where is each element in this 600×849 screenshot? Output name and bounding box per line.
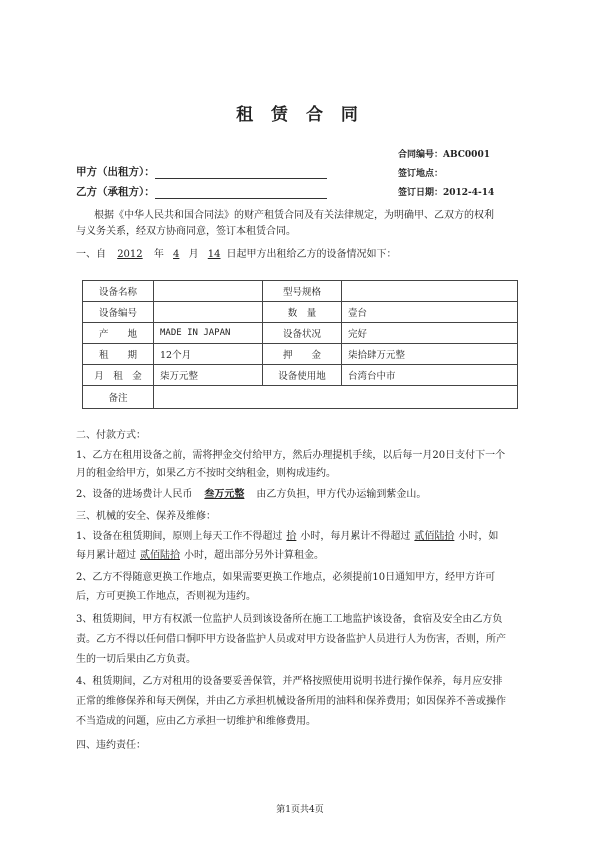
- lessor-blank[interactable]: [155, 167, 327, 179]
- work-limit-text: 1、设备在租赁期间，原则上每天工作不得超过: [76, 531, 283, 542]
- lessee-line: [76, 184, 327, 199]
- table-cell: MADE IN JAPAN: [154, 323, 263, 344]
- section-3-p2-line1: 2、乙方不得随意更换工作地点，如果需要更换工作地点，必须提前10日通知甲方，经甲方许可: [76, 572, 496, 583]
- section-2-p2: [76, 488, 426, 501]
- section-3-p4-line1: 4、租赁期间，乙方对租用的设备要妥善保管，并严格按照使用说明书进行操作保养，每月应安排: [76, 676, 503, 687]
- table-cell: 设备使用地: [263, 365, 342, 386]
- page-title: 租 赁 合 同: [236, 105, 364, 125]
- table-cell: 租 期: [83, 344, 154, 365]
- clause-1-suffix: 日起甲方出租给乙方的设备情况如下：: [226, 249, 397, 260]
- table-row: [83, 344, 518, 365]
- contract-number: 合同编号：ABC0001: [398, 150, 490, 160]
- page-footer: 第1页共4页: [276, 805, 324, 815]
- table-cell: [342, 281, 518, 302]
- clause-1-year: 2012: [117, 249, 143, 260]
- table-cell: 12个月: [154, 344, 263, 365]
- sign-place: 签订地点：: [398, 169, 444, 179]
- table-cell: 完好: [342, 323, 518, 344]
- clause-1-prefix: 一、自: [76, 249, 106, 260]
- table-row: [83, 302, 518, 323]
- section-2-heading: 二、付款方式：: [76, 430, 146, 441]
- table-cell: 柒万元整: [154, 365, 263, 386]
- work-limit-text: 小时，如: [458, 531, 499, 542]
- section-3-p4-line3: 不当造成的问题，应由乙方承担一切维护和维修费用。: [76, 716, 316, 727]
- clause-1-year-unit: 年: [153, 249, 164, 260]
- table-row: [83, 386, 518, 409]
- lessor-label: 甲方（出租方）：: [76, 166, 155, 178]
- table-cell: 设备名称: [83, 281, 154, 302]
- section-2-p1-line1: 1、乙方在租用设备之前，需将押金交付给甲方，然后办理提机手续，以后每一月20日支付下一个: [76, 450, 506, 461]
- section-3-p1-line1: [76, 530, 498, 543]
- section-3-heading: 三、机械的安全、保养及维修：: [76, 511, 216, 522]
- section-3-p2-line2: 后，方可更换工作地点，否则视为违约。: [76, 591, 256, 602]
- section-3-p3-line3: 生的一切后果由乙方负责。: [76, 654, 196, 665]
- table-cell: 押 金: [263, 344, 342, 365]
- clause-1: [76, 248, 397, 261]
- section-3-p3-line2: 责。乙方不得以任何借口恫吓甲方设备监护人员或对甲方设备监护人员进行人为伤害，否则，所产: [76, 634, 506, 645]
- table-row: [83, 323, 518, 344]
- section-3-p1-line2: [76, 549, 324, 562]
- table-cell: 壹台: [342, 302, 518, 323]
- overtime-text: 每月累计超过: [76, 550, 136, 561]
- daily-hours: 拾: [286, 531, 297, 542]
- entry-fee-amount: 叁万元整: [204, 489, 245, 500]
- lessee-blank[interactable]: [155, 187, 327, 199]
- table-cell: 台湾台中市: [342, 365, 518, 386]
- section-2-p1-line2: 月的租金给甲方，如果乙方不按时交纳租金，则构成违约。: [76, 468, 336, 479]
- table-row: [83, 365, 518, 386]
- table-cell: 设备编号: [83, 302, 154, 323]
- section-3-p3-line1: 3、租赁期间，甲方有权派一位监护人员到该设备所在施工工地监护该设备，食宿及安全由乙方负: [76, 614, 503, 625]
- clause-1-month: 4: [173, 249, 180, 260]
- section-4-heading: 四、违约责任：: [76, 740, 146, 751]
- lessee-label: 乙方（承租方）：: [76, 186, 155, 198]
- remarks-label: 备注: [83, 386, 154, 409]
- overtime-hours: 贰佰陆拾: [140, 550, 180, 561]
- table-row: [83, 281, 518, 302]
- table-cell: 月 租 金: [83, 365, 154, 386]
- remarks-cell: [154, 386, 518, 409]
- table-cell: [154, 281, 263, 302]
- work-limit-text: 小时，每月累计不得超过: [300, 531, 411, 542]
- entry-fee-suffix: 由乙方负担，甲方代办运输到紫金山。: [256, 489, 427, 500]
- section-3-p4-line2: 正常的维修保养和每天例保，并由乙方承担机械设备所用的油料和保养费用；如因保养不善或操作: [76, 696, 506, 707]
- equipment-table: [82, 280, 518, 409]
- table-cell: 柒拾肆万元整: [342, 344, 518, 365]
- monthly-hours: 贰佰陆拾: [414, 531, 455, 542]
- overtime-text: 小时，超出部分另外计算租金。: [184, 550, 324, 561]
- table-cell: 型号规格: [263, 281, 342, 302]
- lessor-line: [76, 164, 327, 179]
- table-cell: [154, 302, 263, 323]
- clause-1-day: 14: [207, 249, 221, 260]
- clause-1-month-unit: 月: [188, 249, 199, 260]
- entry-fee-label: 2、设备的进场费计人民币: [76, 489, 193, 500]
- intro-line-2: 与义务关系，经双方协商同意，签订本租赁合同。: [76, 226, 296, 237]
- table-cell: 设备状况: [263, 323, 342, 344]
- table-cell: 产 地: [83, 323, 154, 344]
- intro-line-1: 根据《中华人民共和国合同法》的财产租赁合同及有关法律规定，为明确甲、乙双方的权利: [94, 210, 494, 221]
- table-cell: 数 量: [263, 302, 342, 323]
- sign-date: 签订日期：2012-4-14: [398, 188, 495, 198]
